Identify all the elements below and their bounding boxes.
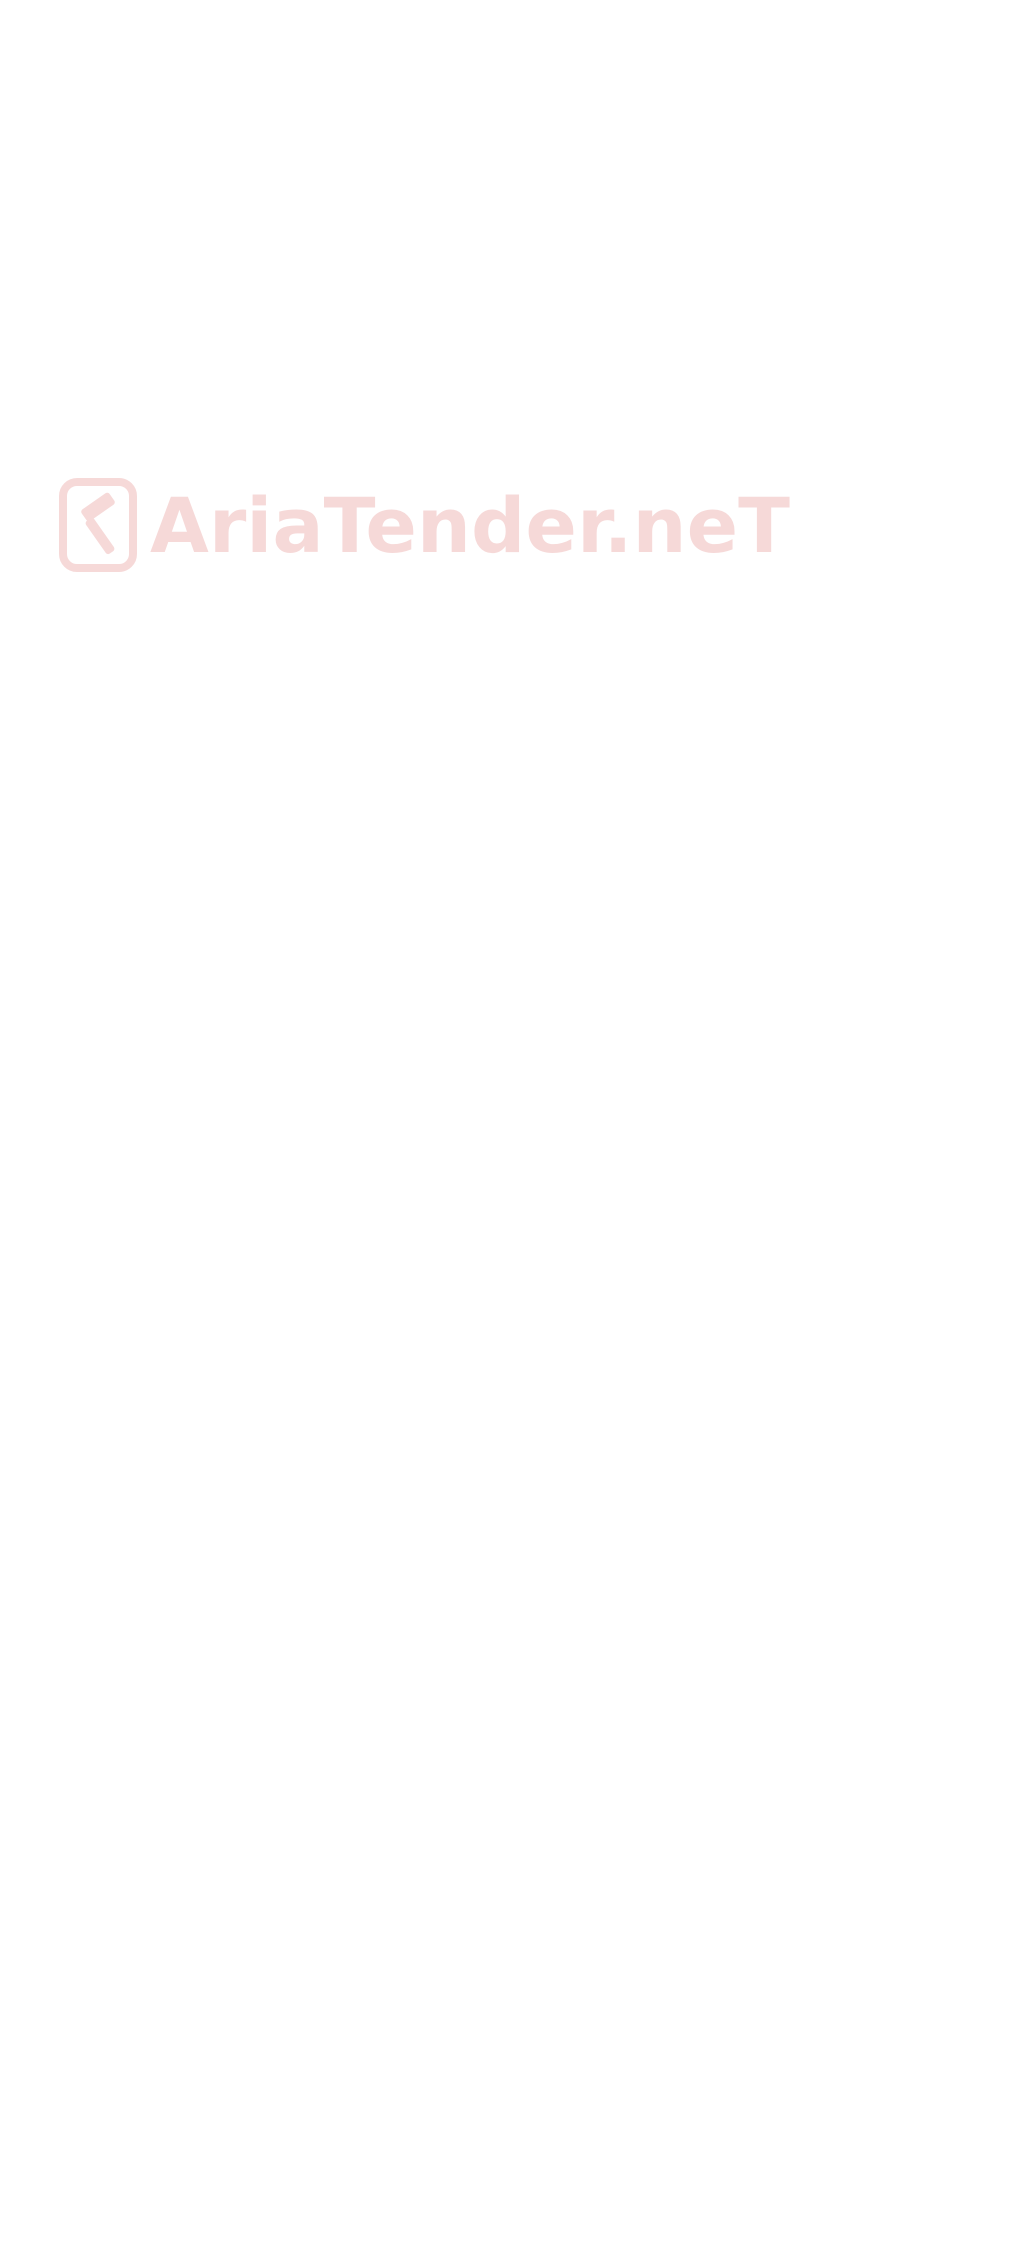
issuer	[30, 68, 485, 92]
paragraph	[30, 430, 980, 450]
paragraph	[30, 346, 980, 366]
paragraph	[30, 514, 980, 534]
paragraph	[30, 318, 980, 338]
paragraph	[30, 374, 980, 394]
paragraph	[30, 178, 980, 198]
issue-date	[525, 68, 980, 92]
paragraph	[30, 626, 980, 646]
paragraph	[30, 262, 980, 282]
paragraph	[30, 234, 980, 254]
paragraph	[30, 486, 980, 506]
paragraph	[30, 542, 980, 562]
subject-row	[30, 110, 980, 134]
notice-header	[30, 28, 980, 92]
text-title-row	[30, 144, 980, 168]
paragraph	[30, 402, 980, 422]
paragraph	[30, 206, 980, 226]
paragraph	[30, 570, 980, 590]
notice-body	[30, 178, 980, 646]
paragraph	[30, 290, 980, 310]
watermark-text: AriaTender.neT	[150, 481, 790, 570]
paragraph	[30, 598, 980, 618]
case-number	[30, 28, 485, 52]
paragraph	[30, 458, 980, 478]
ad-number	[525, 28, 980, 52]
